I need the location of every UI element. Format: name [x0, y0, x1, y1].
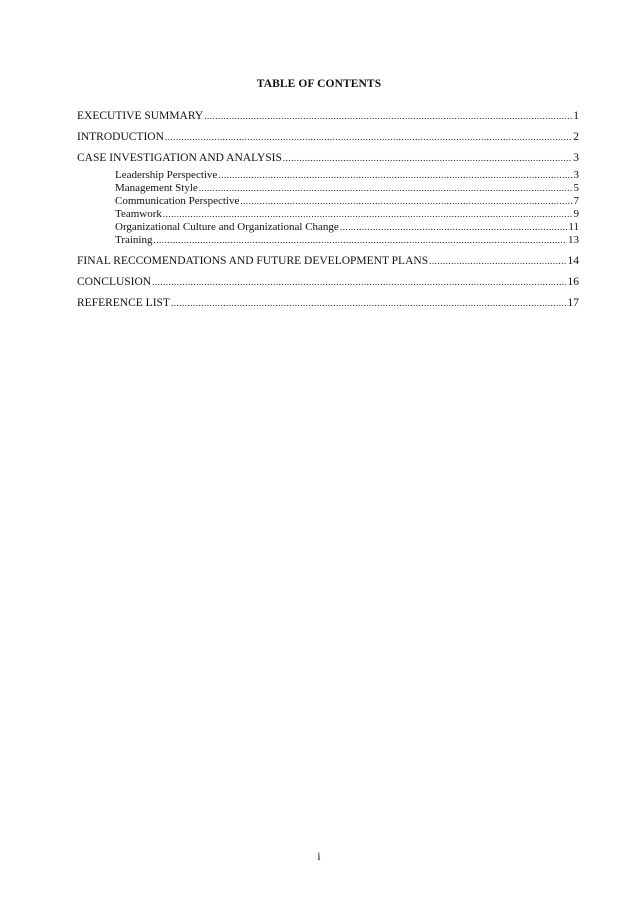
toc-entry-text: Training	[115, 234, 153, 246]
toc-entry-reference-list[interactable]	[77, 296, 579, 310]
toc-entry-management-style[interactable]	[77, 182, 579, 195]
toc-entry-text: Organizational Culture and Organizational Change	[115, 221, 339, 233]
toc-entry-text: CONCLUSION	[77, 276, 152, 288]
toc-page-number: 13	[568, 234, 579, 246]
toc-entry-text: CASE INVESTIGATION AND ANALYSIS	[77, 152, 282, 164]
toc-page-number: 5	[573, 182, 579, 194]
toc-dot-leader	[199, 182, 573, 195]
toc-page-number: 7	[573, 195, 579, 207]
toc-page-number: 17	[567, 297, 579, 309]
toc-page-number: 1	[573, 110, 579, 122]
toc-dot-leader	[165, 130, 572, 144]
toc-dot-leader	[240, 195, 572, 208]
toc-dot-leader	[152, 275, 566, 289]
toc-page-number: 11	[568, 221, 579, 233]
toc-dot-leader	[283, 151, 572, 165]
toc-entry-case-investigation[interactable]	[77, 151, 579, 165]
toc-entry-executive-summary[interactable]	[77, 109, 579, 123]
toc-entry-training[interactable]	[77, 234, 579, 247]
toc-page-number: 16	[567, 276, 579, 288]
toc-entry-organizational-culture[interactable]	[77, 221, 579, 234]
page-footer-number: i	[317, 851, 321, 863]
toc-dot-leader	[171, 296, 567, 310]
toc-entry-communication-perspective[interactable]	[77, 195, 579, 208]
toc-entry-text: EXECUTIVE SUMMARY	[77, 110, 204, 122]
toc-entry-introduction[interactable]	[77, 130, 579, 144]
toc-dot-leader	[154, 234, 568, 247]
toc-entry-teamwork[interactable]	[77, 208, 579, 221]
toc-page-number: 9	[573, 208, 579, 220]
page-title: TABLE OF CONTENTS	[256, 78, 382, 90]
toc-entry-final-recommendations[interactable]	[77, 254, 579, 268]
toc-entry-text: INTRODUCTION	[77, 131, 164, 143]
toc-entry-text: Management Style	[115, 182, 198, 194]
toc-entry-conclusion[interactable]	[77, 275, 579, 289]
toc-entry-text: REFERENCE LIST	[77, 297, 170, 309]
toc-page-number: 3	[573, 169, 579, 181]
toc-entry-text: Leadership Perspective	[115, 169, 218, 181]
toc-dot-leader	[429, 254, 566, 268]
toc-entry-leadership-perspective[interactable]	[77, 169, 579, 182]
toc-page-number: 14	[567, 255, 579, 267]
toc-page-number: 3	[573, 152, 579, 164]
toc-dot-leader	[218, 169, 572, 182]
toc-dot-leader	[204, 109, 572, 123]
toc-entry-text: FINAL RECCOMENDATIONS AND FUTURE DEVELOPMENT PLANS	[77, 255, 429, 267]
toc-page-number: 2	[573, 131, 579, 143]
table-of-contents	[77, 109, 579, 310]
toc-entry-text: Teamwork	[115, 208, 162, 220]
toc-dot-leader	[163, 208, 573, 221]
toc-dot-leader	[340, 221, 568, 234]
toc-entry-text: Communication Perspective	[115, 195, 240, 207]
